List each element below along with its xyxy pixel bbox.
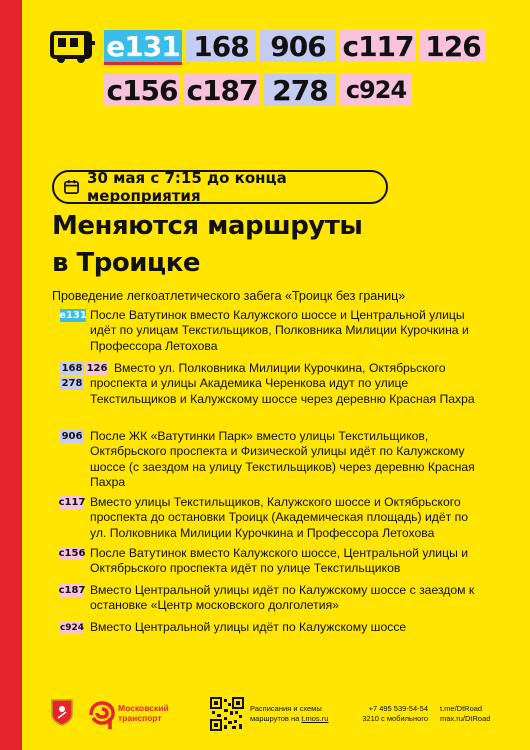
moscow-transport-logo-icon (88, 700, 116, 730)
subtitle: Проведение легкоатлетического забега «Троицк без границ» (52, 289, 406, 303)
route-item-c187 (60, 583, 480, 615)
route-item-c156 (60, 546, 480, 578)
route-item-e131 (60, 308, 480, 354)
route-item-906 (60, 429, 480, 491)
phone-number[interactable]: +7 495 539-54-54 (368, 704, 428, 713)
schedule-info (250, 704, 328, 724)
telegram-link[interactable]: t.me/DtRoad (440, 704, 483, 713)
route-badge-126: 126 (420, 30, 486, 62)
route-badge-c924: с924 (340, 74, 412, 106)
max-link[interactable]: max.ru/DtRoad (440, 714, 491, 723)
route-text-content: Вместо ул. Полковника Милиции Курочкина, Октябрьского проспекта и улицы Академика Черенкова идут по улице Текстильщиков и Калужскому шоссе через деревню Красная Пахра (90, 361, 475, 406)
mini-badge-e131: е131 (59, 310, 87, 321)
route-text: После Ватутинок вместо Калужского шоссе, Центральной улицы и Октябрьского проспекта идёт по улице Текстильщиков (90, 546, 469, 576)
mini-badge-c117: с117 (58, 497, 86, 508)
brand-line-2: транспорт (118, 713, 162, 723)
phone-info (362, 704, 428, 724)
route-badge-e131: е131 (104, 30, 182, 62)
route-badge-168: 168 (186, 30, 256, 62)
brand-name (118, 703, 169, 723)
route-text (90, 361, 482, 407)
mini-badge-126: 126 (86, 363, 108, 374)
calendar-icon (64, 179, 79, 195)
route-badge-c117: с117 (340, 30, 416, 62)
mini-badge-c924: с924 (59, 622, 85, 633)
date-pill (52, 170, 388, 204)
route-text: Вместо Центральной улицы идёт по Калужскому шоссе с заездом к остановке «Центр московского долголетия» (90, 583, 475, 613)
route-text: Вместо улицы Текстильщиков, Калужского шоссе и Октябрьского проспекта до остановки Троицк (Академическая площадь) идёт по ул. Полковника Милиции Курочкина и Профессора Летохова (90, 495, 469, 540)
route-badge-906: 906 (260, 30, 336, 62)
mini-badge-278: 278 (61, 378, 83, 389)
route-badge-278: 278 (264, 74, 336, 106)
route-badge-c156: с156 (104, 74, 180, 106)
route-text: Вместо Центральной улицы идёт по Калужскому шоссе (90, 620, 407, 634)
route-badge-underline (104, 62, 182, 65)
schedule-line-2-text: маршрутов на (250, 714, 302, 723)
brand-line-1: Московский (118, 703, 169, 713)
schedule-link[interactable]: t.mos.ru (301, 714, 329, 723)
title-line-1: Меняются маршруты (52, 211, 363, 241)
red-side-strip (0, 0, 22, 750)
date-text: 30 мая с 7:15 до конца мероприятия (87, 169, 287, 205)
qr-code-icon (210, 697, 244, 731)
bus-icon (50, 30, 96, 64)
mobile-number: 3210 с мобильного (362, 714, 428, 723)
mini-badge-c187: с187 (58, 585, 86, 596)
route-text: После Ватутинок вместо Калужского шоссе и Центральной улицы идёт по улицам Текстильщиков, Полковника Милиции Курочкина и Профессора Летохова (90, 308, 469, 353)
title-line-2: в Троицке (52, 248, 200, 278)
mini-badge-906: 906 (61, 431, 83, 442)
moscow-coat-of-arms-icon (50, 698, 74, 726)
page-title (52, 208, 472, 282)
social-links (440, 704, 490, 724)
mini-badge-168: 168 (61, 363, 83, 374)
route-badge-c187: с187 (184, 74, 260, 106)
route-text: После ЖК «Ватутинки Парк» вместо улицы Текстильщиков, Октябрьского проспекта и Физической улицы идёт по Калужскому шоссе (с заездом на улицу Текстильщиков) через деревню Красная Пахра (90, 429, 475, 489)
schedule-line-2 (250, 714, 328, 724)
mini-badge-c156: с156 (58, 548, 86, 559)
schedule-line-1: Расписания и схемы (250, 704, 322, 713)
route-item-c117 (60, 495, 480, 541)
route-item-168-126-278 (60, 361, 480, 423)
route-item-c924 (60, 620, 480, 638)
